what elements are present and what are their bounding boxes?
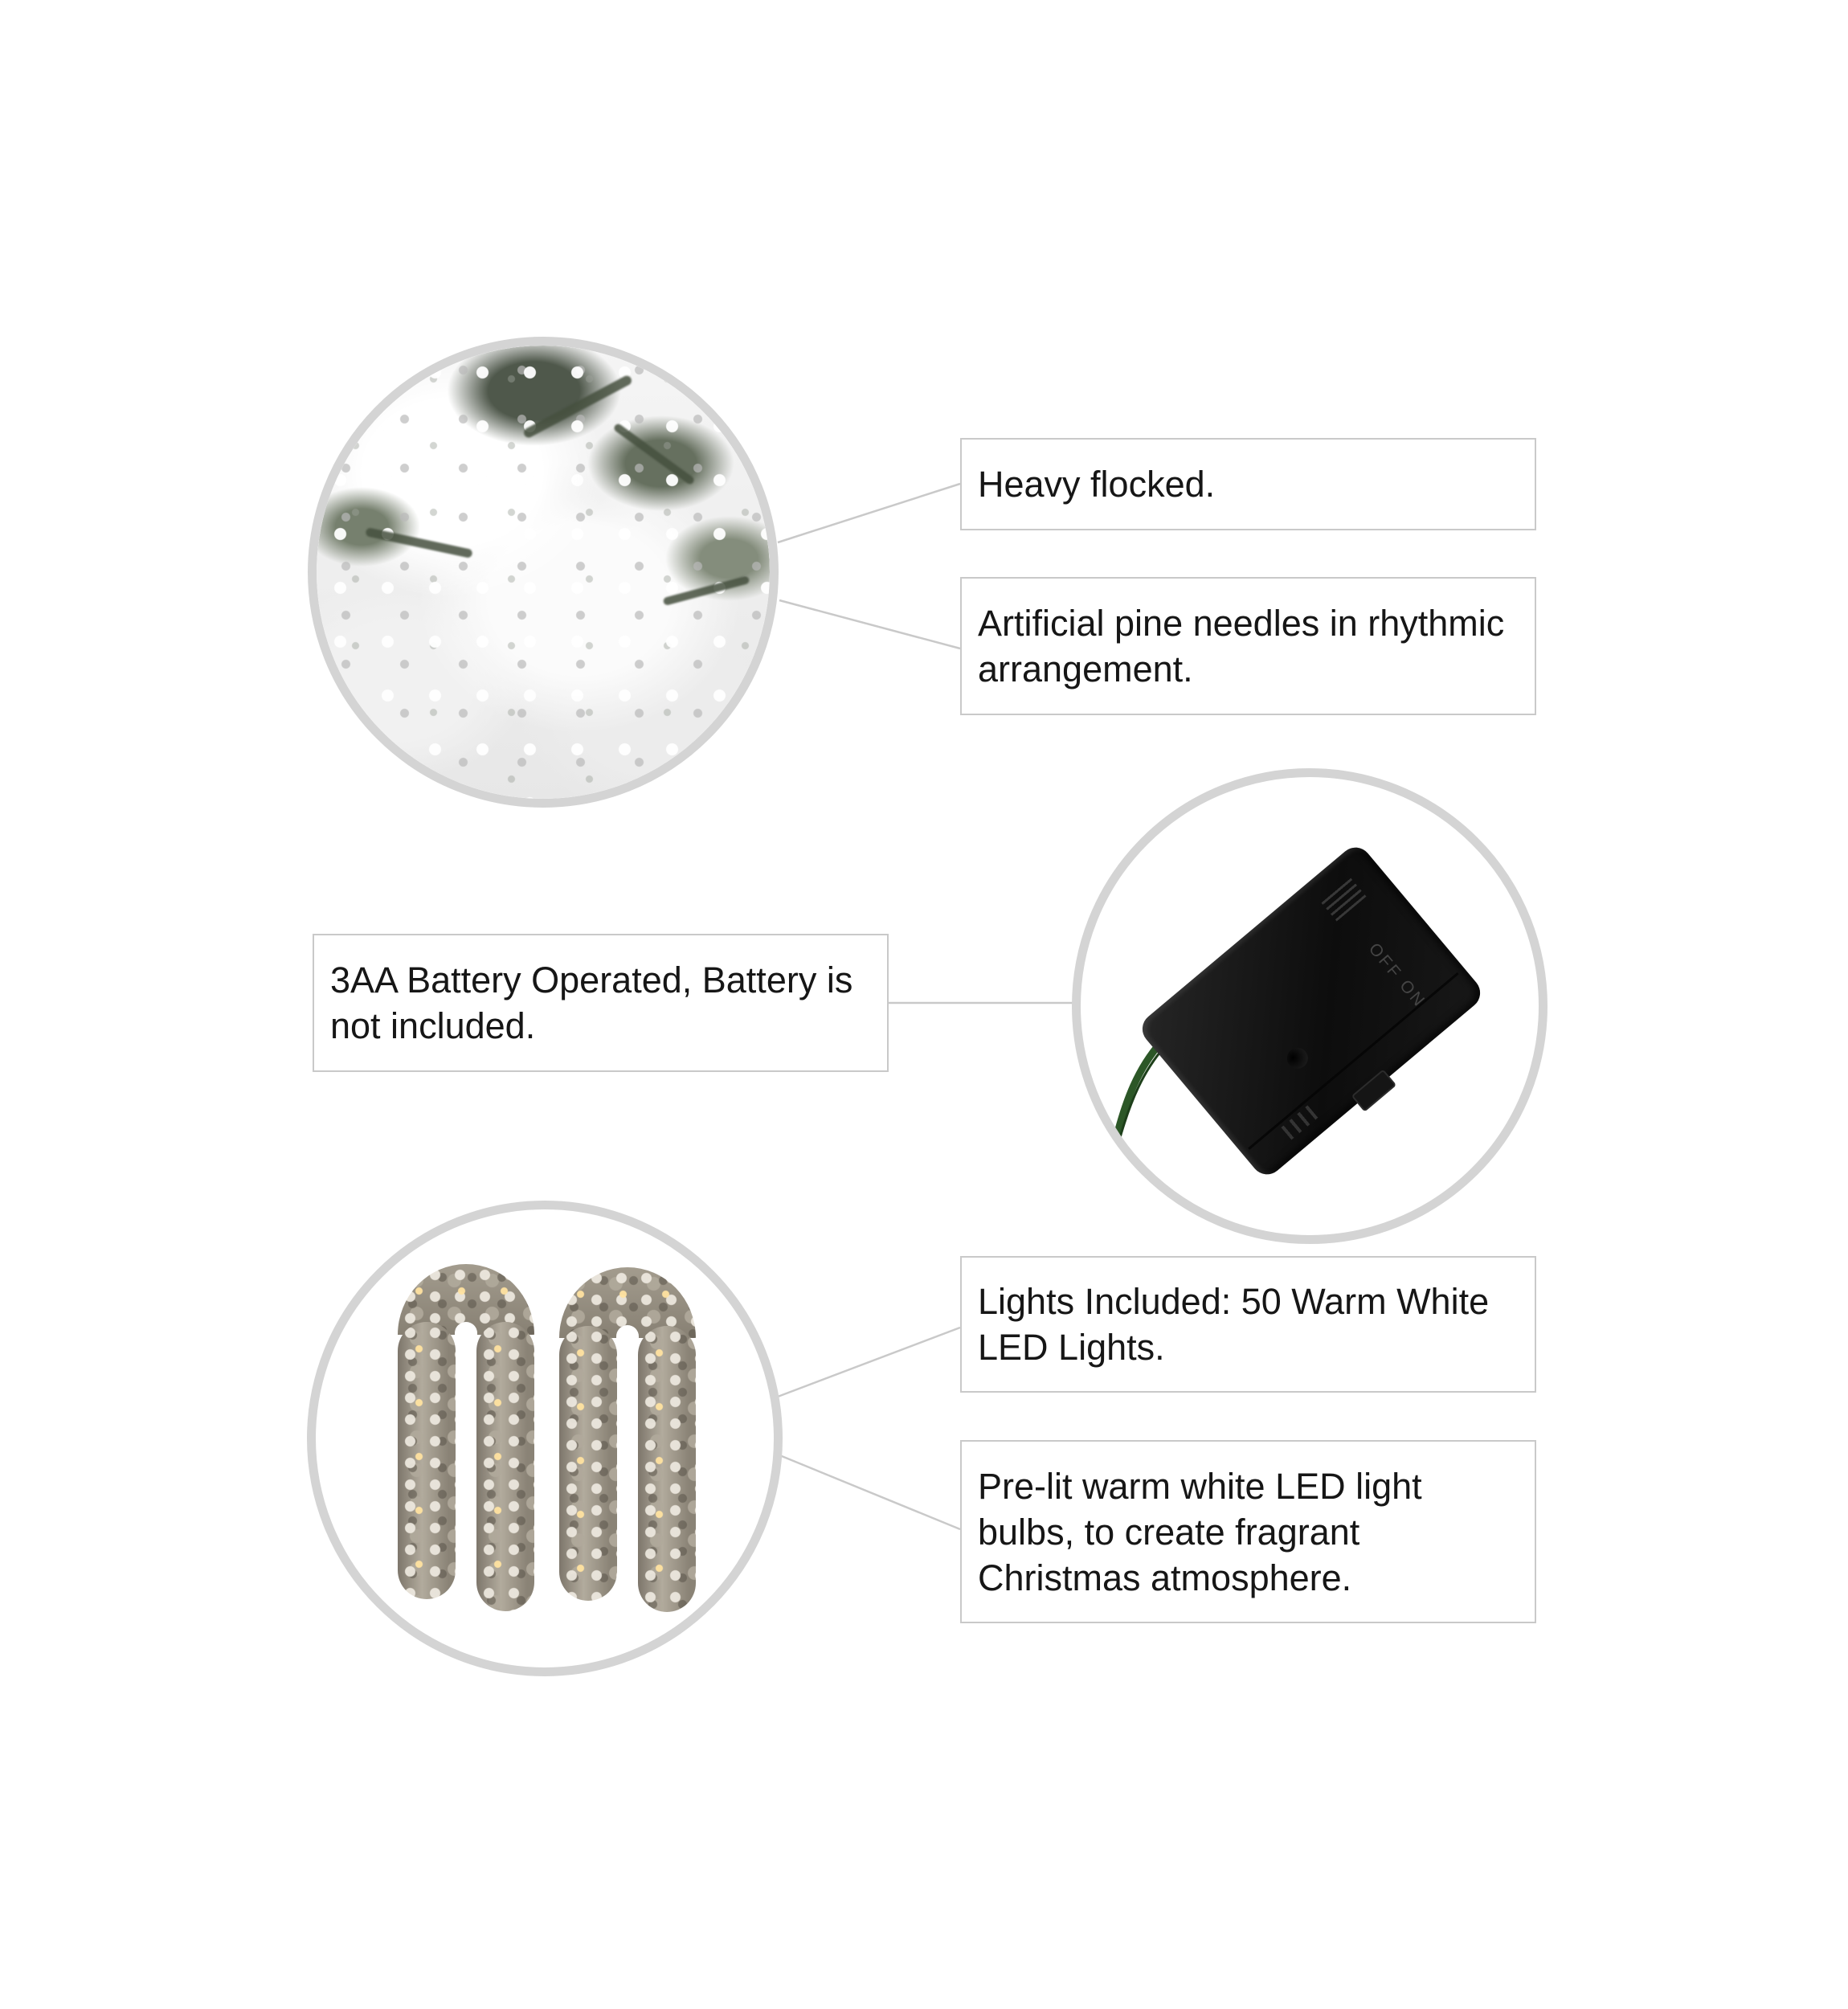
- connector-flocked-to-needles: [779, 600, 960, 649]
- battery-box-photo-circle: [1072, 768, 1547, 1244]
- callout-lights-included-text: Lights Included: 50 Warm White LED Lights.: [978, 1281, 1490, 1368]
- callout-battery-operated: [313, 934, 889, 1072]
- callout-battery-operated-text: 3AA Battery Operated, Battery is not included.: [330, 959, 853, 1046]
- battery-box-photo: [1081, 777, 1539, 1235]
- garland-strand: [476, 1322, 534, 1611]
- battery-tick-marks: [1281, 1105, 1319, 1140]
- flocked-branches-photo-circle: [308, 337, 779, 808]
- garland-strand: [638, 1326, 696, 1612]
- flocked-branches-photo: [317, 346, 770, 799]
- callout-heavy-flocked-text: Heavy flocked.: [978, 464, 1216, 505]
- callout-pre-lit: [960, 1440, 1536, 1623]
- callout-lights-included: [960, 1256, 1536, 1393]
- garlands-photo: [316, 1209, 774, 1667]
- garland-strand: [398, 1322, 456, 1599]
- connector-garland-to-lights: [778, 1328, 960, 1397]
- battery-dimple: [1282, 1044, 1312, 1074]
- callout-pine-needles-text: Artificial pine needles in rhythmic arrangement.: [978, 603, 1505, 689]
- garland-arch-notch: [616, 1325, 639, 1338]
- battery-switch-label: OFF ON: [1364, 939, 1429, 1012]
- snow-flock-texture: [317, 346, 770, 799]
- connector-garland-to-prelit: [778, 1455, 960, 1529]
- battery-vent-lines: [1319, 876, 1367, 922]
- callout-pine-needles: [960, 577, 1536, 715]
- callout-heavy-flocked: [960, 438, 1536, 530]
- garlands-photo-circle: [307, 1201, 783, 1676]
- callout-pre-lit-text: Pre-lit warm white LED light bulbs, to create fragrant Christmas atmosphere.: [978, 1465, 1422, 1598]
- garland-strand: [559, 1326, 617, 1601]
- garland-arch-notch: [455, 1322, 477, 1335]
- connector-flocked-to-heavy: [778, 484, 960, 542]
